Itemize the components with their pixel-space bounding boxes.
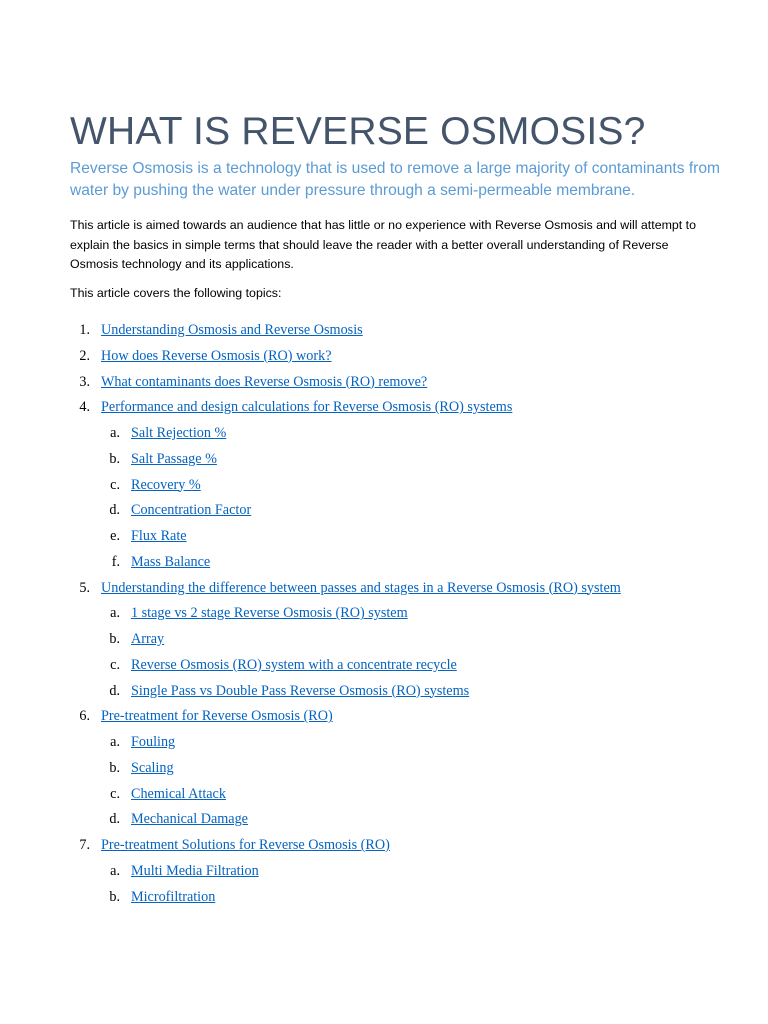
subtopic-link[interactable]: Salt Rejection %	[131, 425, 227, 441]
intro-paragraph: This article is aimed towards an audience that has little or no experience with Reverse Osmosis and will attempt to explain the basics in simple terms that should leave the reader with a better overall understanding of Reverse Osmosis technology and its applications.	[70, 218, 697, 271]
topic-link[interactable]: How does Reverse Osmosis (RO) work?	[101, 347, 332, 364]
topic-item	[0, 318, 768, 344]
subtopic-link[interactable]: Recovery %	[131, 476, 201, 493]
topics-list	[0, 318, 768, 910]
page-subtitle: Reverse Osmosis is a technology that is used to remove a large majority of contaminants from water by pushing the water under pressure through a semi-permeable membrane.	[70, 160, 721, 199]
topic-item	[0, 833, 768, 859]
subtopic-item	[0, 653, 768, 679]
subtopic-letter: c.	[110, 476, 120, 493]
subtopic-link[interactable]: Fouling	[131, 734, 176, 750]
subtopic-item	[0, 550, 768, 576]
topics-intro-paragraph: This article covers the following topics:	[70, 286, 282, 300]
subtopic-item	[0, 524, 768, 550]
subtopic-item	[0, 447, 768, 473]
subtopic-item	[0, 730, 768, 756]
subtopic-letter: a.	[110, 605, 120, 622]
topic-link[interactable]: Understanding the difference between passes and stages in a Reverse Osmosis (RO) system	[101, 579, 621, 596]
subtopic-letter: b.	[109, 450, 120, 467]
topic-number: 2.	[79, 347, 90, 364]
topic-number: 3.	[79, 373, 90, 390]
subtopic-link[interactable]: Concentration Factor	[131, 502, 252, 519]
topic-item	[0, 395, 768, 421]
subtopic-link[interactable]: 1 stage vs 2 stage Reverse Osmosis (RO) system	[131, 605, 408, 622]
subtopic-letter: b.	[109, 631, 120, 647]
subtopic-link[interactable]: Multi Media Filtration	[131, 862, 259, 879]
subtopic-letter: b.	[109, 888, 120, 905]
page-title: WHAT IS REVERSE OSMOSIS?	[70, 110, 646, 153]
topic-link[interactable]: Pre-treatment Solutions for Reverse Osmosis (RO)	[101, 837, 390, 853]
subtopic-letter: a.	[110, 734, 120, 750]
subtopic-item	[0, 756, 768, 782]
subtopic-letter: c.	[110, 656, 120, 673]
subtopic-link[interactable]: Reverse Osmosis (RO) system with a concentrate recycle	[131, 656, 457, 673]
subtopic-letter: f.	[111, 553, 120, 570]
topic-link[interactable]: What contaminants does Reverse Osmosis (RO) remove?	[101, 373, 428, 390]
subtopic-letter: e.	[110, 528, 120, 544]
subtopic-letter: a.	[110, 862, 120, 879]
subtopic-letter: a.	[110, 425, 120, 441]
topic-item	[0, 344, 768, 370]
subtopic-letter: c.	[110, 785, 120, 802]
subtopic-item	[0, 627, 768, 653]
subtopic-link[interactable]: Microfiltration	[131, 888, 216, 905]
subtopic-item	[0, 885, 768, 911]
topic-number: 7.	[79, 837, 90, 853]
topic-link[interactable]: Understanding Osmosis and Reverse Osmosis	[101, 322, 363, 338]
topic-item	[0, 576, 768, 602]
topic-number: 4.	[79, 399, 90, 416]
topic-number: 5.	[79, 579, 90, 596]
subtopic-item	[0, 601, 768, 627]
subtopic-item	[0, 859, 768, 885]
subtopic-item	[0, 473, 768, 499]
subtopic-link[interactable]: Salt Passage %	[131, 450, 217, 467]
subtopic-letter: d.	[109, 502, 120, 519]
topic-link[interactable]: Performance and design calculations for Reverse Osmosis (RO) systems	[101, 399, 513, 416]
subtopic-link[interactable]: Scaling	[131, 759, 174, 776]
subtopic-item	[0, 679, 768, 705]
subtopic-item	[0, 421, 768, 447]
topic-link[interactable]: Pre-treatment for Reverse Osmosis (RO)	[101, 708, 333, 725]
subtopic-link[interactable]: Chemical Attack	[131, 785, 226, 802]
subtopic-link[interactable]: Mechanical Damage	[131, 811, 248, 828]
topic-number: 6.	[79, 708, 90, 725]
subtopic-link[interactable]: Mass Balance	[131, 553, 211, 570]
topic-number: 1.	[79, 322, 90, 338]
topic-item	[0, 704, 768, 730]
subtopic-item	[0, 807, 768, 833]
subtopic-item	[0, 498, 768, 524]
subtopic-link[interactable]: Flux Rate	[131, 528, 187, 544]
subtopic-letter: d.	[109, 811, 120, 828]
subtopic-link[interactable]: Single Pass vs Double Pass Reverse Osmosis (RO) systems	[131, 682, 470, 699]
topic-item	[0, 370, 768, 396]
subtopic-item	[0, 782, 768, 808]
subtopic-letter: d.	[109, 682, 120, 699]
subtopic-letter: b.	[109, 759, 120, 776]
subtopic-link[interactable]: Array	[131, 631, 165, 647]
